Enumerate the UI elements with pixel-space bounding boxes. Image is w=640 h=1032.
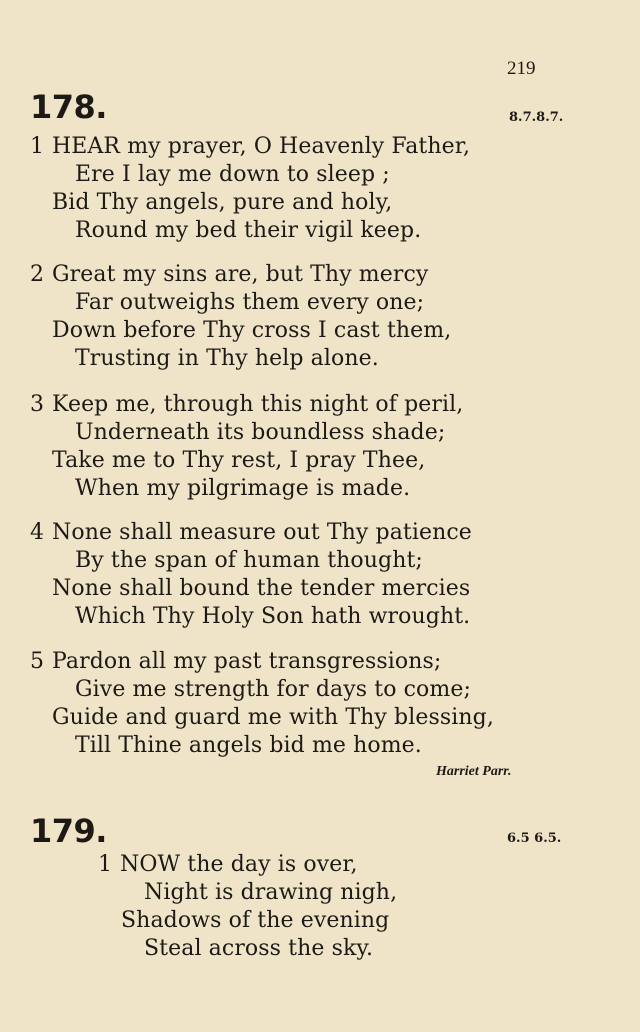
verse-number: 4 (30, 520, 45, 545)
verse-line: Trusting in Thy help alone. (75, 346, 379, 371)
verse-number: 1 (30, 134, 45, 159)
verse-line: Down before Thy cross I cast them, (52, 318, 452, 343)
verse-line: Ere I lay me down to sleep ; (75, 162, 390, 187)
verse-number: 3 (30, 392, 45, 417)
verse-line-text: Keep me, through this night of peril, (52, 392, 464, 417)
verse-line (30, 520, 472, 545)
verse-number: 2 (30, 262, 45, 287)
attribution: Harriet Parr. (436, 764, 512, 779)
verse-line: Give me strength for days to come; (75, 677, 471, 702)
verse-line: By the span of human thought; (75, 548, 423, 573)
verse-line-text: NOW the day is over, (120, 852, 358, 877)
verse-line: Far outweighs them every one; (75, 290, 425, 315)
verse-line (30, 262, 428, 287)
verse-line-text: Pardon all my past transgressions; (52, 649, 442, 674)
verse-line: Till Thine angels bid me home. (75, 733, 422, 758)
verse-line: When my pilgrimage is made. (75, 476, 411, 501)
verse-line (98, 852, 358, 877)
verse-line: Shadows of the evening (121, 908, 390, 933)
verse-line: None shall bound the tender mercies (52, 576, 471, 601)
verse-line (30, 134, 470, 159)
verse-line: Steal across the sky. (144, 936, 374, 961)
verse-line: Take me to Thy rest, I pray Thee, (52, 448, 426, 473)
page-number: 219 (507, 58, 536, 79)
verse-line-text: HEAR my prayer, O Heavenly Father, (52, 134, 471, 159)
verse-line: Which Thy Holy Son hath wrought. (75, 604, 471, 629)
verse-line (30, 392, 463, 417)
verse-number: 1 (98, 852, 113, 877)
verse-line (30, 649, 441, 674)
verse-line-text: Great my sins are, but Thy mercy (52, 262, 429, 287)
hymn-179-meter: 6.5 6.5. (507, 831, 562, 846)
verse-line-text: None shall measure out Thy patience (52, 520, 472, 545)
verse-line: Bid Thy angels, pure and holy, (52, 190, 393, 215)
hymn-178-number: 178. (30, 88, 107, 126)
verse-number: 5 (30, 649, 45, 674)
verse-line: Underneath its boundless shade; (75, 420, 446, 445)
hymn-178-meter: 8.7.8.7. (509, 110, 564, 125)
verse-line: Night is drawing nigh, (144, 880, 398, 905)
verse-line: Round my bed their vigil keep. (75, 218, 422, 243)
verse-line: Guide and guard me with Thy blessing, (52, 705, 494, 730)
hymn-179-number: 179. (30, 812, 107, 850)
